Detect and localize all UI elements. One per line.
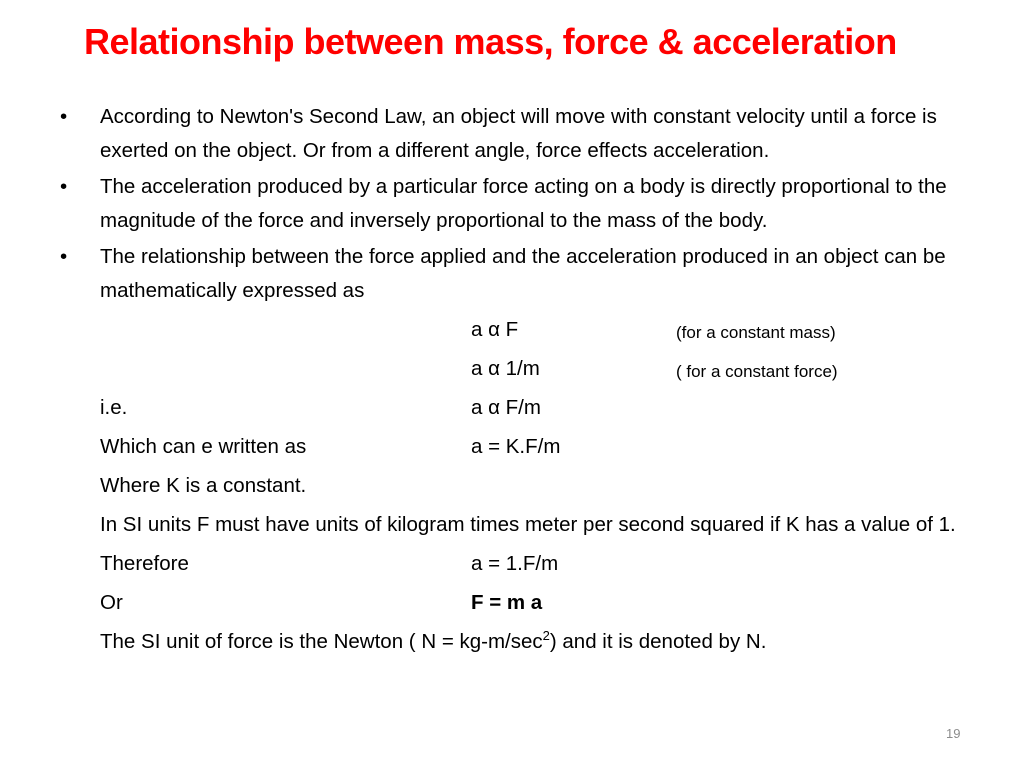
equation: a α F/m xyxy=(471,396,541,419)
equation-row xyxy=(60,586,960,620)
newton-text-a: The SI unit of force is the Newton ( N = kg-m/sec xyxy=(100,630,543,653)
equation-row xyxy=(60,391,960,425)
bullet-icon: • xyxy=(60,105,68,128)
bullet-item xyxy=(60,170,960,238)
equation: a α 1/m xyxy=(471,357,540,380)
equation-label: i.e. xyxy=(100,396,128,419)
equation-row xyxy=(60,352,960,386)
equation-label: Therefore xyxy=(100,552,189,575)
equation-label: Or xyxy=(100,591,123,614)
bullet-item xyxy=(60,240,960,308)
bullet-text: The relationship between the force applied and the acceleration produced in an object can be mathematically expressed as xyxy=(100,245,946,302)
text-line: Where K is a constant. xyxy=(100,474,307,497)
equation-row xyxy=(60,313,960,347)
bullet-text: According to Newton's Second Law, an object will move with constant velocity until a force is exerted on the object. Or from a different angle, force effects acceleration. xyxy=(100,105,937,162)
equation-label: Which can e written as xyxy=(100,435,307,458)
final-equation: F = m a xyxy=(471,591,543,614)
newton-line xyxy=(60,625,960,659)
slide-title: Relationship between mass, force & acceleration xyxy=(84,21,897,62)
equation-note: ( for a constant force) xyxy=(676,362,838,381)
equation: a = 1.F/m xyxy=(471,552,559,575)
bullet-icon: • xyxy=(60,245,68,268)
equation: a = K.F/m xyxy=(471,435,561,458)
bullet-item xyxy=(60,100,960,168)
text-line: In SI units F must have units of kilogram times meter per second squared if K has a value of 1. xyxy=(100,513,956,536)
page-number: 19 xyxy=(946,726,961,741)
bullet-icon: • xyxy=(60,175,68,198)
equation: a α F xyxy=(471,318,519,341)
newton-text-b: ) and it is denoted by N. xyxy=(549,630,767,653)
superscript: 2 xyxy=(542,628,550,644)
slide-body xyxy=(60,100,960,659)
bullet-text: The acceleration produced by a particular force acting on a body is directly proportional to the magnitude of the force and inversely proportional to the mass of the body. xyxy=(100,175,947,232)
equation-note: (for a constant mass) xyxy=(676,323,836,342)
equation-row xyxy=(60,430,960,464)
equation-row xyxy=(60,547,960,581)
